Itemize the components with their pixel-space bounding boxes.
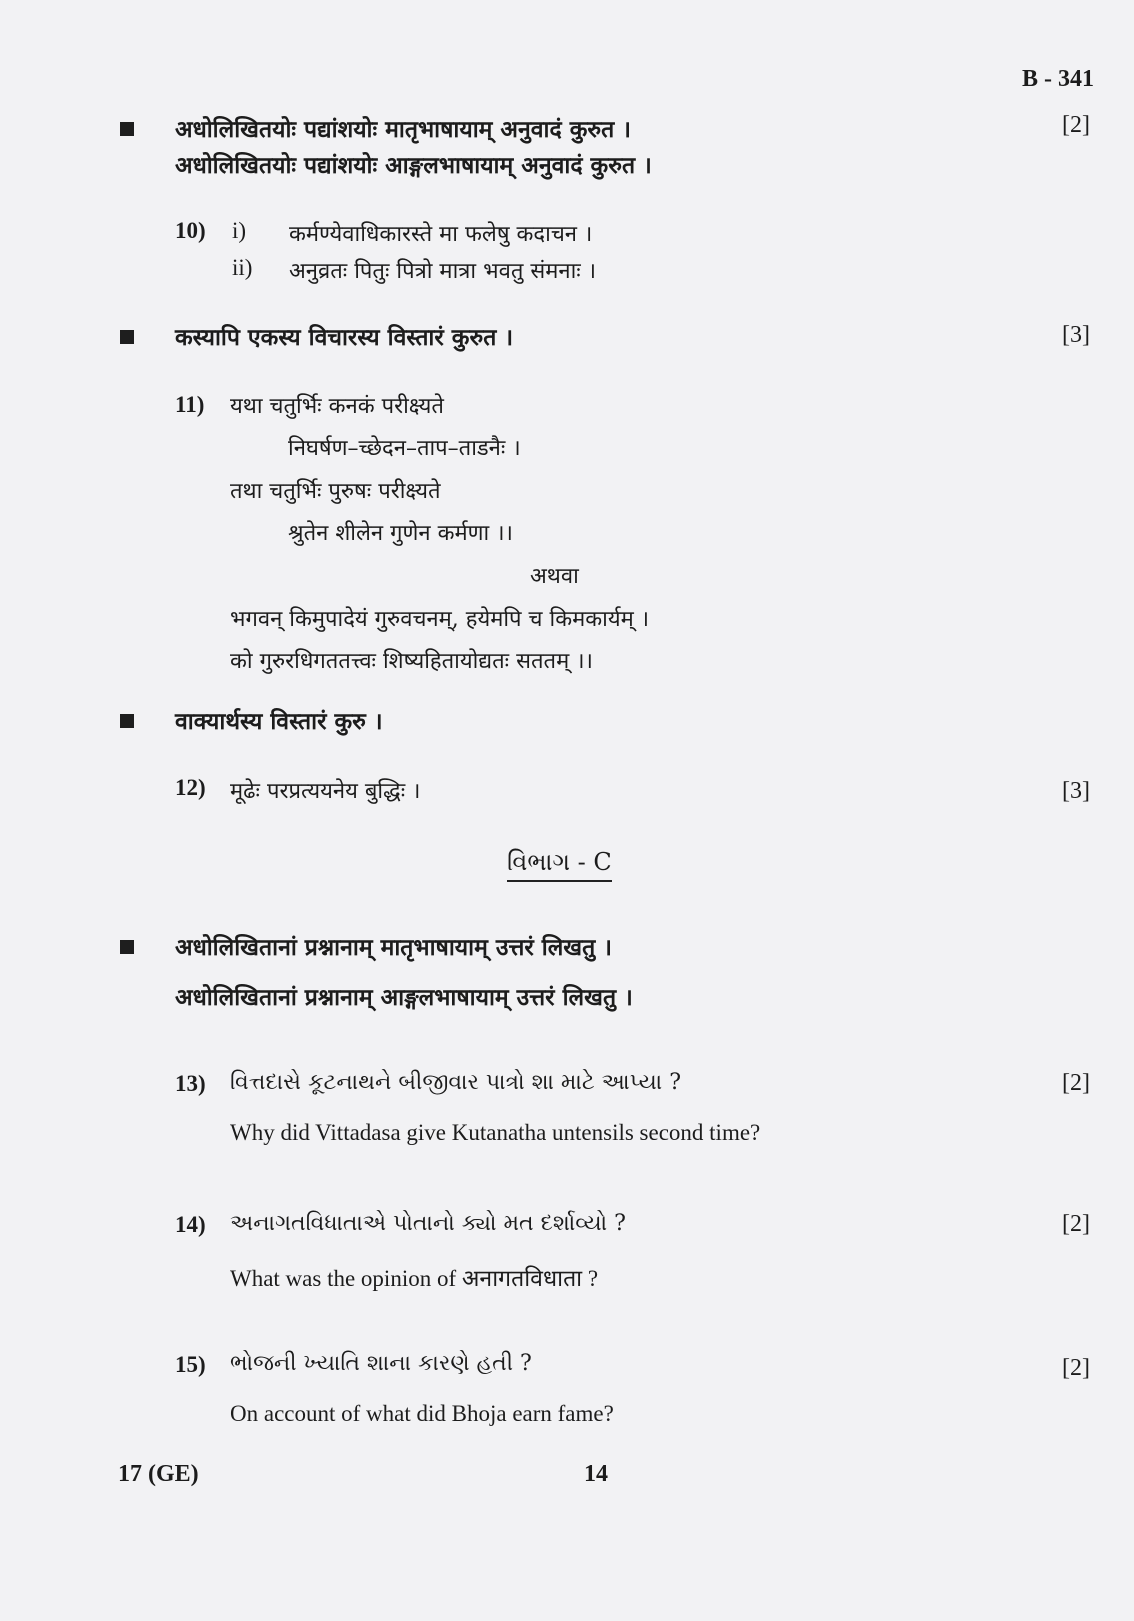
instruction-expand-idea: कस्यापि एकस्य विचारस्य विस्तारं कुरुत । (175, 324, 514, 351)
marks-q15: [2] (1062, 1355, 1090, 1381)
question-14-english: What was the opinion of अनागतविधाता ? (230, 1266, 599, 1291)
instruction-answer-english: अधोलिखितानां प्रश्नानाम् आङ्गलभाषायाम् उत्तरं लिखतु । (175, 984, 633, 1011)
marks-block2: [3] (1062, 322, 1090, 348)
instruction-answer-mother: अधोलिखितानां प्रश्नानाम् मातृभाषायाम् उत्तरं लिखतु । (175, 934, 612, 961)
page-number: 14 (584, 1461, 608, 1487)
sub-item-text-ii: अनुव्रतः पितुः पित्रो मात्रा भवतु संमनाः । (289, 259, 597, 284)
paper-code: B - 341 (1022, 66, 1094, 92)
bullet-icon (120, 714, 134, 728)
marks-q13: [2] (1062, 1070, 1090, 1096)
marks-q14: [2] (1062, 1211, 1090, 1237)
verse-b-line-2: को गुरुरधिगततत्त्वः शिष्यहितायोद्यतः सततम् ।। (230, 649, 593, 674)
question-14-gujarati: અનાગતવિધાતાએ પોતાનો ક્યો મત દર્શાવ્યો ? (230, 1211, 626, 1236)
question-13-english: Why did Vittadasa give Kutanatha untensils second time? (230, 1120, 761, 1145)
verse-a-line-2: निघर्षण–च्छेदन–ताप–ताडनैः । (288, 436, 521, 461)
question-13-gujarati: વિત્તદાસે કૂટનાથને બીજીવાર પાત્રો શા માટે આપ્યા ? (230, 1070, 681, 1095)
question-number-14: 14) (175, 1212, 206, 1237)
question-12-text: मूढेः परप्रत्ययनेय बुद्धिः । (230, 779, 421, 804)
verse-a-line-3: तथा चतुर्भिः पुरुषः परीक्ष्यते (230, 479, 441, 504)
instruction-translate-mother: अधोलिखितयोः पद्यांशयोः मातृभाषायाम् अनुवादं कुरुत । (175, 116, 631, 143)
verse-a-line-1: यथा चतुर्भिः कनकं परीक्ष्यते (230, 394, 444, 419)
bullet-icon (120, 122, 134, 136)
marks-block3: [3] (1062, 778, 1090, 804)
sub-label-ii: ii) (232, 255, 253, 280)
question-number-10: 10) (175, 218, 206, 243)
marks-block1: [2] (1062, 112, 1090, 138)
question-15-english: On account of what did Bhoja earn fame? (230, 1401, 614, 1426)
or-label: अथवा (530, 564, 579, 589)
question-number-11: 11) (175, 392, 205, 417)
bullet-icon (120, 330, 134, 344)
instruction-translate-english: अधोलिखितयोः पद्यांशयोः आङ्गलभाषायाम् अनुवादं कुरुत । (175, 152, 652, 179)
sub-label-i: i) (232, 218, 247, 243)
question-number-15: 15) (175, 1352, 206, 1377)
section-title: વિભાગ - C (507, 848, 612, 882)
bullet-icon (120, 940, 134, 954)
verse-a-line-4: श्रुतेन शीलेन गुणेन कर्मणा ।। (288, 521, 513, 546)
verse-b-line-1: भगवन् किमुपादेयं गुरुवचनम्, हयेमपि च किमकार्यम् । (230, 607, 650, 632)
question-number-12: 12) (175, 775, 206, 800)
question-15-gujarati: ભોજની ખ્યાતિ શાના કારણે હતી ? (230, 1351, 532, 1376)
question-number-13: 13) (175, 1071, 206, 1096)
sub-item-text-i: कर्मण्येवाधिकारस्ते मा फलेषु कदाचन । (289, 222, 593, 247)
footer-code: 17 (GE) (118, 1461, 199, 1487)
instruction-expand-sentence: वाक्यार्थस्य विस्तारं कुरु । (175, 708, 383, 735)
